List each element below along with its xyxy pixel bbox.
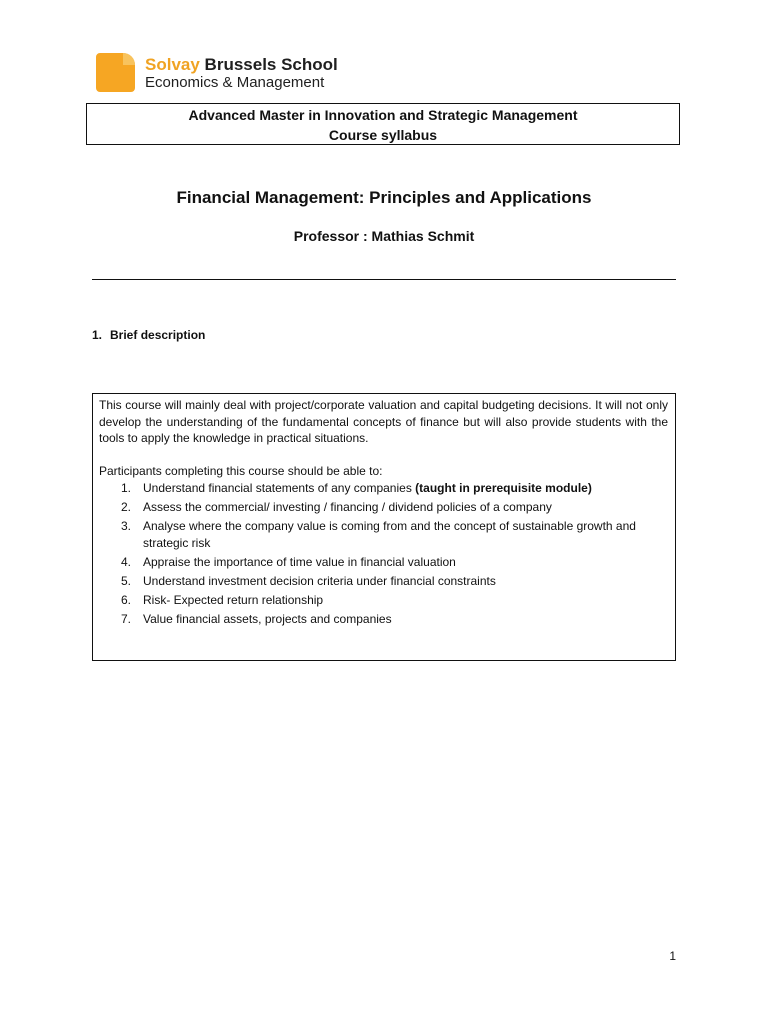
list-item-text: Assess the commercial/ investing / financing / dividend policies of a company	[143, 500, 552, 514]
course-title: Financial Management: Principles and Applications	[176, 188, 592, 207]
objectives-list	[99, 480, 668, 627]
list-item-number: 1.	[121, 481, 132, 495]
list-item	[99, 611, 668, 628]
list-item	[99, 480, 668, 497]
list-item	[99, 554, 668, 571]
list-item-number: 7.	[121, 611, 132, 626]
objectives-intro: Participants completing this course should be able to:	[99, 463, 383, 478]
list-item-text: Risk- Expected return relationship	[143, 592, 324, 607]
list-item-number: 6.	[121, 592, 132, 607]
page-number: 1	[669, 949, 676, 963]
list-item-number: 5.	[121, 573, 132, 588]
program-title: Advanced Master in Innovation and Strategic Management	[188, 107, 578, 123]
list-item-text	[143, 480, 668, 497]
list-item	[99, 573, 668, 590]
description-paragraph: This course will mainly deal with project/corporate valuation and capital budgeting decisions. It will not only develop the understanding of the fundamental concepts of finance but will also provide students with the tools to apply the knowledge in practical situations.	[99, 398, 668, 445]
logo-name-school: Brussels School	[204, 54, 338, 74]
list-item-text: Appraise the importance of time value in financial valuation	[143, 554, 456, 569]
divider	[92, 279, 676, 280]
logo-name-solvay: Solvay	[145, 54, 200, 74]
list-item-text: Value financial assets, projects and companies	[143, 611, 392, 626]
list-item	[99, 518, 668, 551]
logo-mark-icon	[96, 53, 135, 92]
section-number: 1.	[92, 328, 103, 342]
logo-text	[145, 56, 338, 90]
list-item	[99, 592, 668, 609]
list-item	[99, 499, 668, 516]
logo-name	[145, 56, 338, 73]
section-title: Brief description	[110, 328, 206, 342]
logo-tagline: Economics & Management	[145, 73, 325, 91]
list-item-text: Analyse where the company value is coming from and the concept of sustainable growth and strategic risk	[143, 519, 636, 550]
list-item-number: 4.	[121, 554, 132, 569]
list-item-number: 2.	[121, 500, 132, 514]
program-header-box	[86, 103, 680, 145]
description-box	[92, 393, 676, 661]
list-item-text-bold: (taught in prerequisite module)	[415, 481, 592, 495]
professor-name: Professor : Mathias Schmit	[293, 228, 475, 244]
doc-type: Course syllabus	[328, 127, 438, 143]
school-logo	[96, 53, 338, 92]
list-item-number: 3.	[121, 519, 132, 533]
section-heading	[92, 328, 205, 342]
list-item-text: Understand investment decision criteria under financial constraints	[143, 573, 496, 588]
list-item-text-main: Understand financial statements of any companies	[143, 481, 416, 495]
